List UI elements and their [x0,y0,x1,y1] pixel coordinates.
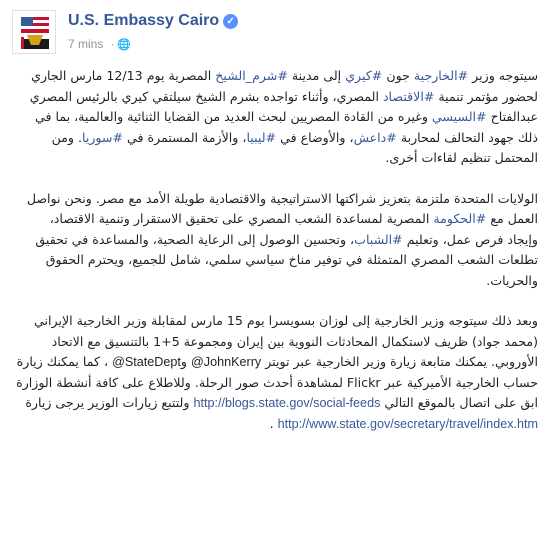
post-header [12,8,548,56]
page-avatar[interactable] [12,10,56,54]
globe-icon[interactable]: · 🌐 [110,39,132,51]
post-text: المصري، وأثناء تواجده بشرم الشيخ سيلتقي كيري بالرئيس المصري عبدالفتاح [29,88,538,124]
twitter-handle: @JohnKerry [191,355,262,369]
hashtag-link[interactable]: #كيري [345,68,383,83]
url-link[interactable]: http://www.state.gov/secretary/travel/index.htm [277,416,538,431]
post-text: ، والأزمة المستمرة في [123,129,247,145]
post-text: المصرية يوم 12/13 مارس الجاري لحضور مؤتمر تنمية [31,68,538,104]
post-paragraph [16,189,538,292]
url-link[interactable]: http://blogs.state.gov/social-feeds [193,396,381,410]
post-timestamp[interactable]: 7 mins [68,37,104,51]
page-name-link[interactable] [68,12,238,30]
hashtag-link[interactable]: #الخارجية [413,68,469,83]
hashtag-link[interactable]: #ليبيا [246,129,277,145]
post-text: المصرية لمساعدة الشعب المصري على تحقيق الاستقرار وتنمية الاقتصاد، وإيجاد فرص عمل، وتعليم [49,211,538,247]
post-text: جون [382,68,414,83]
post-text: وغيره من القادة المصريين لبحث العديد من القضايا الثنائية والعالمية، بما في ذلك جهود التحالف لمحاربة [34,109,538,145]
post-text: . ومن المحتمل تنظيم لقاءات أخرى. [51,129,538,165]
hashtag-link[interactable]: #الشباب [354,231,403,247]
post-text: ولتتبع زيارات الوزير يرجى زيارة [25,395,194,410]
post-text: ، كما يمكنك زيارة حساب الخارجية الأميركية عبر Flickr لمشاهدة أحدث صور الرحلة. وللاطلاع على كافة أنشطة الوزارة ابق على اتصال بالموقع التالي [16,354,538,410]
post-meta [68,37,131,51]
post-text: ، وتحسين الوصول إلى الرعاية الصحية، والمساعدة في تحقيق تطلعات الشعب المصري المتمثلة في توفير مناخ سياسي سلمي، شامل للجميع، ويحترم الحقوق والحريات. [35,231,538,288]
hashtag-link[interactable]: #سوريا [81,129,124,145]
hashtag-link[interactable]: #الاقتصاد [382,88,435,104]
post-text: الولايات المتحدة ملتزمة بتعزيز شراكتها الاستراتيجية والاقتصادية طويلة الأمد مع مصر. ونحن نواصل العمل مع [26,190,538,226]
hashtag-link[interactable]: #شرم_الشيخ [215,68,288,83]
post-paragraph [16,66,538,169]
post-text: إلى مدينة [287,68,346,83]
post-text: . [269,415,278,431]
post-paragraph [16,311,538,434]
verified-checkmark-icon: ✓ [223,14,238,29]
post-text: سيتوجه وزير [468,68,538,83]
hashtag-link[interactable]: #السيسي [431,109,487,124]
post-text: و [180,354,191,369]
post-text: وبعد ذلك سيتوجه وزير الخارجية إلى لوزان بسويسرا يوم 15 مارس لمقابلة وزير الخارجية الإيراني (محمد جواد) ظريف لاستكمال المحادثات النووية بين إيران ومجموعة 5+1 بالتنسيق مع الاتحاد الأوروبي. يمكنك متابعة زيارة وزير الخارجية عبر تويتر [34,313,538,369]
embassy-logo-icon [13,11,56,54]
page-name-text[interactable]: U.S. Embassy Cairo [68,12,220,29]
post-text: ، والأوضاع في [276,129,354,145]
twitter-handle: @StateDept [112,355,181,369]
hashtag-link[interactable]: #الحكومة [433,211,487,226]
hashtag-link[interactable]: #داعش [353,129,397,145]
post-body [16,66,538,454]
